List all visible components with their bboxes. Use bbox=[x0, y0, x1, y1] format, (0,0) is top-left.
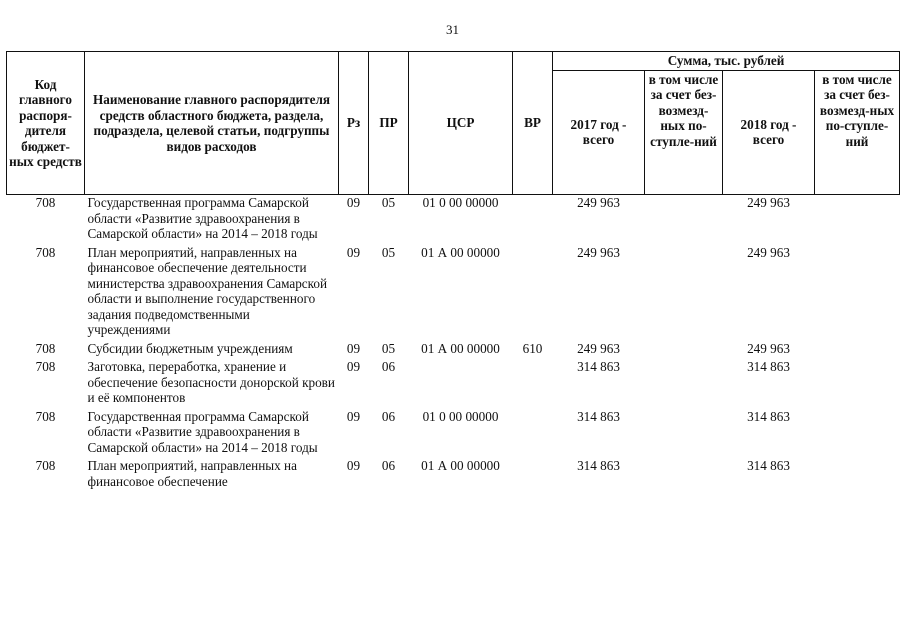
cell-rz: 09 bbox=[346, 340, 361, 356]
cell-sum-2018: 314 863 bbox=[747, 458, 790, 473]
cell-name: Государственная программа Самарской области «Развитие здравоохранения в Самарской области» на 2014 – 2018 годы bbox=[87, 408, 318, 455]
cell-sum-2018: 249 963 bbox=[747, 340, 790, 356]
cell-pr: 06 bbox=[381, 408, 396, 424]
cell-csr: 01 0 00 00000 bbox=[422, 195, 499, 210]
cell-sum-2018-incl bbox=[815, 359, 900, 409]
cell-name: Субсидии бюджетным учреждениям bbox=[87, 340, 293, 356]
table-row bbox=[7, 458, 900, 492]
cell-sum-2017: 314 863 bbox=[577, 359, 620, 374]
cell-sum-2018: 249 963 bbox=[747, 244, 790, 260]
cell-sum-2017: 249 963 bbox=[577, 195, 620, 210]
cell-pr: 06 bbox=[381, 458, 396, 473]
cell-csr bbox=[409, 359, 513, 409]
col-header-pr: ПР bbox=[369, 52, 409, 195]
cell-sum-2018: 314 863 bbox=[747, 408, 790, 424]
table-row bbox=[7, 245, 900, 341]
cell-sum-2017-incl bbox=[645, 359, 723, 409]
cell-vr bbox=[513, 195, 553, 245]
col-header-2018-incl: в том числе за счет без-возмезд-ных по-ступле-ний bbox=[815, 70, 900, 195]
cell-sum-2017: 314 863 bbox=[577, 408, 620, 424]
cell-code: 708 bbox=[35, 340, 56, 356]
cell-sum-2017: 249 963 bbox=[577, 340, 620, 356]
cell-sum-2017-incl bbox=[645, 409, 723, 459]
cell-rz: 09 bbox=[346, 458, 361, 473]
cell-vr: 610 bbox=[522, 340, 543, 356]
col-header-2017-incl: в том числе за счет без-возмезд-ных по-ступле-ний bbox=[645, 70, 723, 195]
table-row bbox=[7, 341, 900, 360]
cell-vr bbox=[513, 458, 553, 492]
budget-table bbox=[6, 51, 900, 492]
col-header-2017: 2017 год - всего bbox=[553, 70, 645, 195]
cell-csr: 01 А 00 00000 bbox=[421, 244, 500, 260]
cell-sum-2018: 249 963 bbox=[747, 195, 790, 210]
col-header-2018: 2018 год - всего bbox=[723, 70, 815, 195]
cell-sum-2018-incl bbox=[815, 195, 900, 245]
cell-rz: 09 bbox=[346, 195, 361, 210]
col-header-name: Наименование главного распорядителя средств областного бюджета, раздела, подраздела, целевой статьи, подгруппы видов расходов bbox=[85, 52, 339, 195]
col-header-rz: Рз bbox=[339, 52, 369, 195]
cell-sum-2017-incl bbox=[645, 341, 723, 360]
cell-pr: 05 bbox=[381, 340, 396, 356]
cell-vr bbox=[513, 409, 553, 459]
cell-csr: 01 0 00 00000 bbox=[422, 408, 499, 424]
col-header-csr: ЦСР bbox=[409, 52, 513, 195]
cell-sum-2018-incl bbox=[815, 458, 900, 492]
cell-code: 708 bbox=[35, 458, 56, 473]
cell-name: Государственная программа Самарской области «Развитие здравоохранения в Самарской области» на 2014 – 2018 годы bbox=[87, 195, 318, 241]
cell-sum-2017-incl bbox=[645, 458, 723, 492]
cell-name: Заготовка, переработка, хранение и обеспечение безопасности донорской крови и её компонентов bbox=[87, 359, 335, 405]
cell-rz: 09 bbox=[346, 359, 361, 374]
header-row-top bbox=[7, 52, 900, 71]
cell-pr: 05 bbox=[381, 195, 396, 210]
cell-code: 708 bbox=[35, 359, 56, 374]
table-row bbox=[7, 409, 900, 459]
cell-sum-2018: 314 863 bbox=[747, 359, 790, 374]
cell-sum-2018-incl bbox=[815, 409, 900, 459]
cell-sum-2017: 314 863 bbox=[577, 458, 620, 473]
cell-rz: 09 bbox=[346, 244, 361, 260]
cell-vr bbox=[513, 245, 553, 341]
col-header-code: Код главного распоря-дителя бюджет-ных средств bbox=[7, 52, 85, 195]
cell-name: План мероприятий, направленных на финансовое обеспечение bbox=[87, 458, 297, 489]
cell-code: 708 bbox=[35, 195, 56, 210]
cell-code: 708 bbox=[35, 408, 56, 424]
cell-code: 708 bbox=[35, 244, 56, 260]
cell-sum-2017-incl bbox=[645, 195, 723, 245]
col-header-sum-group: Сумма, тыс. рублей bbox=[553, 52, 900, 71]
cell-name: План мероприятий, направленных на финансовое обеспечение деятельности министерства здравоохранения Самарской области и выполнение государственного задания подведомственными учреждениями bbox=[87, 244, 328, 337]
cell-pr: 05 bbox=[381, 244, 396, 260]
cell-csr: 01 А 00 00000 bbox=[421, 458, 500, 473]
page-number: 31 bbox=[446, 22, 459, 37]
cell-rz: 09 bbox=[346, 408, 361, 424]
cell-sum-2018-incl bbox=[815, 341, 900, 360]
cell-pr: 06 bbox=[381, 359, 396, 374]
cell-csr: 01 А 00 00000 bbox=[421, 340, 500, 356]
cell-vr bbox=[513, 359, 553, 409]
cell-sum-2017: 249 963 bbox=[577, 244, 620, 260]
cell-sum-2017-incl bbox=[645, 245, 723, 341]
col-header-vr: ВР bbox=[513, 52, 553, 195]
table-row bbox=[7, 195, 900, 245]
cell-sum-2018-incl bbox=[815, 245, 900, 341]
table-row bbox=[7, 359, 900, 409]
